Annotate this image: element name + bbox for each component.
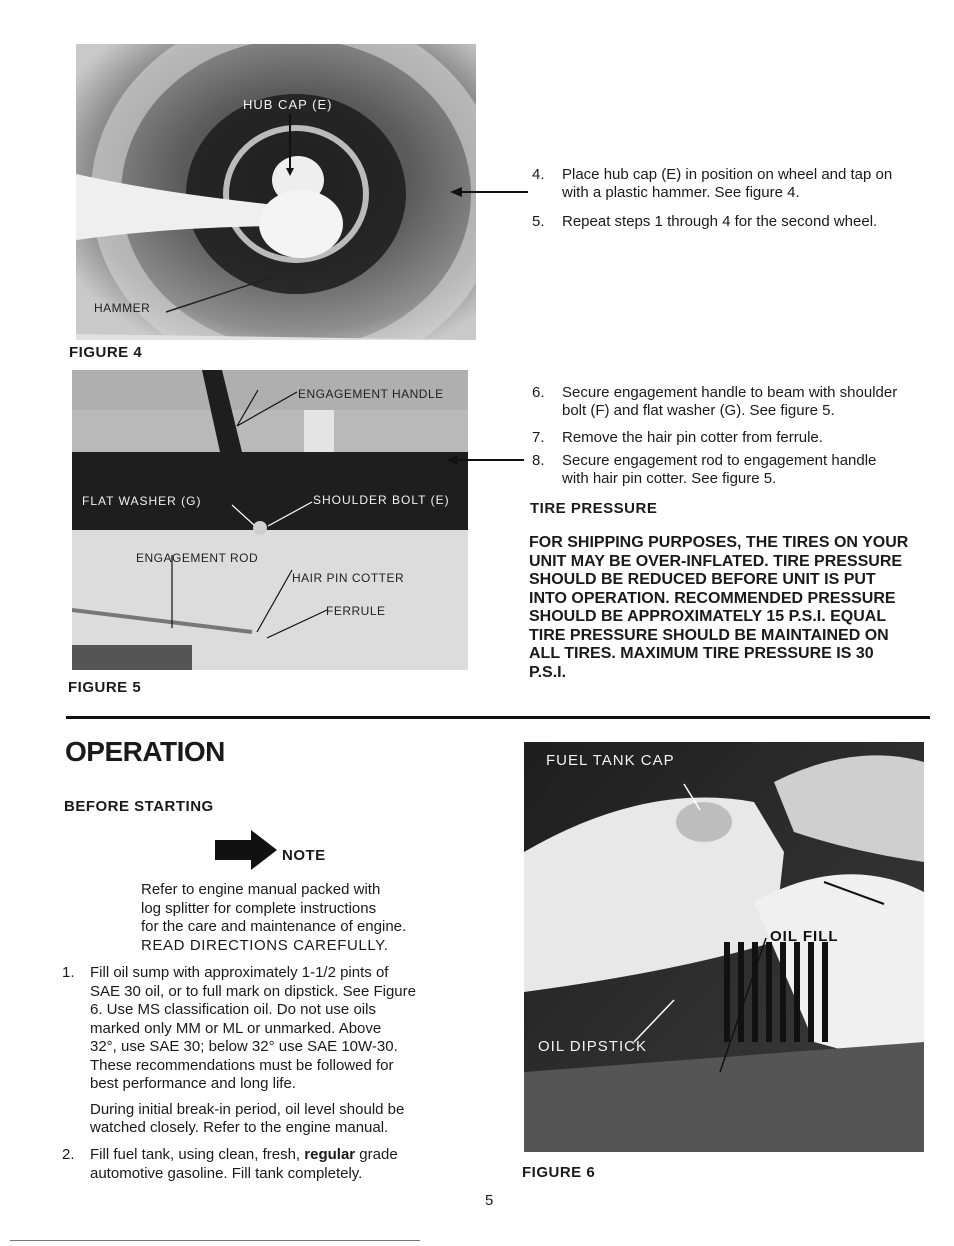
figure-6-photo [524, 742, 924, 1152]
section-divider [66, 716, 930, 719]
hair-pin-cotter-label: HAIR PIN COTTER [292, 571, 405, 585]
step-4-line-1: Place hub cap (E) in position on wheel and tap on [562, 166, 893, 183]
step-1-line: watched closely. Refer to the engine manual. [90, 1119, 389, 1136]
step-1-line: 6. Use MS classification oil. Do not use oils [90, 1001, 376, 1018]
page-number: 5 [485, 1192, 494, 1209]
step-8-line-1: Secure engagement rod to engagement handle [562, 452, 877, 469]
tire-line: FOR SHIPPING PURPOSES, THE TIRES ON YOUR [529, 534, 909, 551]
ferrule-label: FERRULE [326, 604, 386, 618]
figure-4-photo [76, 44, 476, 340]
step-1-line: These recommendations must be followed for [90, 1056, 394, 1074]
step-number: 6. [532, 384, 545, 401]
step-2-line: automotive gasoline. Fill tank completely. [90, 1164, 363, 1182]
arrow-left-icon [446, 454, 526, 466]
step-number: 8. [532, 452, 545, 469]
note-label: NOTE [282, 847, 326, 864]
note-line: log splitter for complete instructions [141, 899, 377, 917]
step-1-line: SAE 30 oil, or to full mark on dipstick. See Figure [90, 982, 416, 1000]
tire-line: TIRE PRESSURE SHOULD BE MAINTAINED ON [529, 626, 889, 644]
tire-line: SHOULD BE APPROXIMATELY 15 P.S.I. EQUAL [529, 608, 887, 625]
hammer-label: HAMMER [94, 301, 151, 315]
tire-pressure-warning [529, 534, 931, 682]
step-2-text: grade [355, 1146, 398, 1163]
step-1-line: During initial break-in period, oil level should be [90, 1100, 405, 1118]
figure-6-caption: FIGURE 6 [522, 1164, 596, 1181]
hub-cap-label: HUB CAP (E) [243, 97, 333, 112]
figure-4-caption: FIGURE 4 [69, 344, 143, 361]
step-number: 1. [62, 964, 75, 981]
tire-line: P.S.I. [529, 663, 567, 681]
step-6-line-2: bolt (F) and flat washer (G). See figure 5. [562, 402, 835, 419]
tire-line: ALL TIRES. MAXIMUM TIRE PRESSURE IS 30 [529, 645, 874, 662]
step-6-line-1: Secure engagement handle to beam with shoulder [562, 384, 898, 401]
bottom-rule [10, 1240, 420, 1241]
fuel-tank-cap-label: FUEL TANK CAP [546, 752, 675, 769]
note-arrow-icon [215, 830, 279, 870]
oil-dipstick-label: OIL DIPSTICK [538, 1038, 647, 1055]
step-2-text: Fill fuel tank, using clean, fresh, [90, 1146, 305, 1163]
engagement-handle-label: ENGAGEMENT HANDLE [298, 387, 444, 401]
tire-line: INTO OPERATION. RECOMMENDED PRESSURE [529, 589, 896, 607]
step-4-line-2: with a plastic hammer. See figure 4. [562, 184, 800, 201]
step-7-line-1: Remove the hair pin cotter from ferrule. [562, 429, 823, 446]
step-number: 2. [62, 1146, 75, 1163]
engagement-handle-illustration [72, 370, 468, 670]
note-line: READ DIRECTIONS CAREFULLY. [141, 936, 389, 954]
step-5-line-1: Repeat steps 1 through 4 for the second wheel. [562, 213, 878, 230]
step-number: 5. [532, 213, 545, 230]
step-1-line: 32°, use SAE 30; below 32° use SAE 10W-30. [90, 1038, 398, 1055]
step-1-line: best performance and long life. [90, 1075, 296, 1092]
note-text [141, 881, 441, 955]
tire-pressure-heading: TIRE PRESSURE [530, 500, 658, 517]
step-8-line-2: with hair pin cotter. See figure 5. [562, 470, 777, 487]
step-1-line: marked only MM or ML or unmarked. Above [90, 1019, 382, 1037]
note-line: for the care and maintenance of engine. [141, 918, 407, 935]
engagement-rod-label: ENGAGEMENT ROD [136, 551, 259, 565]
shoulder-bolt-label: SHOULDER BOLT (E) [313, 493, 450, 507]
step-number: 7. [532, 429, 545, 446]
figure-5-caption: FIGURE 5 [68, 679, 142, 696]
engine-illustration [524, 742, 924, 1152]
before-starting-heading: BEFORE STARTING [64, 798, 214, 815]
wheel-hub-illustration [76, 44, 476, 340]
figure-5-photo [72, 370, 468, 670]
step-number: 4. [532, 166, 545, 183]
operation-title: OPERATION [65, 736, 225, 767]
note-line: Refer to engine manual packed with [141, 881, 381, 898]
arrow-left-icon [450, 186, 530, 198]
step-1-line: Fill oil sump with approximately 1-1/2 pints of [90, 964, 389, 981]
flat-washer-label: FLAT WASHER (G) [82, 494, 202, 508]
regular-emphasis: regular [304, 1146, 356, 1163]
tire-line: UNIT MAY BE OVER-INFLATED. TIRE PRESSURE [529, 552, 903, 570]
oil-fill-label: OIL FILL [770, 928, 839, 945]
tire-line: SHOULD BE REDUCED BEFORE UNIT IS PUT [529, 571, 876, 588]
